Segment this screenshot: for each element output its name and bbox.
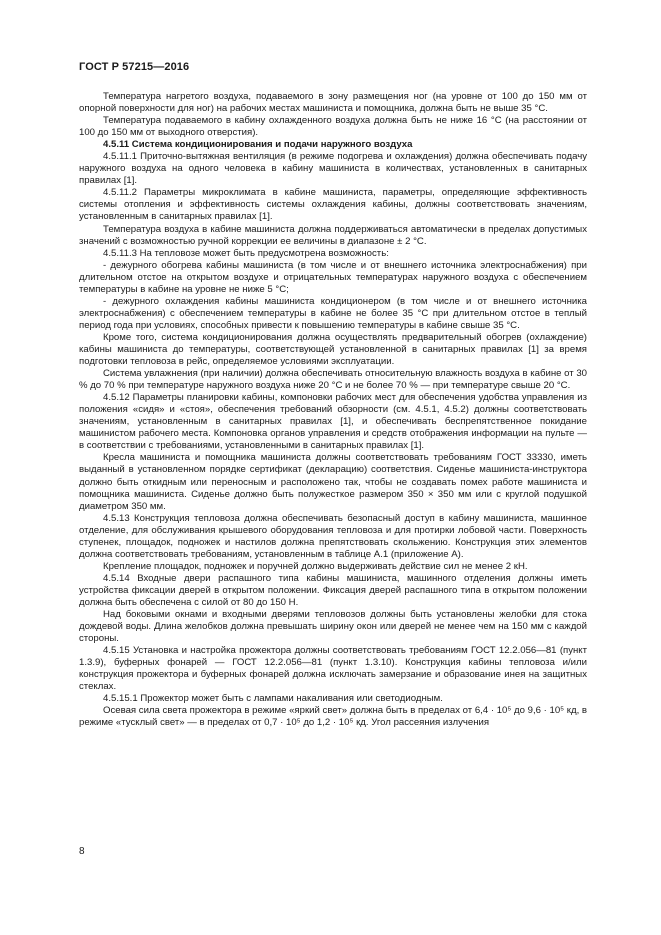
paragraph: 4.5.11.3 На тепловозе может быть предусмотрена возможность: xyxy=(103,247,389,259)
paragraph: 4.5.13 Конструкция тепловоза должна обеспечивать безопасный доступ в кабину машиниста, машинное отделение, для обслуживания крышевого оборудования тепловоза и для протирки лобовой части. Поверхность ступенек, площадок, подножек и настилов должна препятствовать скольжению. Конструкция этих элементов должна соответствовать требованиям, установленным в таблице А.1 (приложение А). xyxy=(79,512,587,560)
paragraph: Температура подаваемого в кабину охлажденного воздуха должна быть не ниже 16 °С (на расстоянии от 100 до 150 мм от выходного отверстия). xyxy=(79,115,587,139)
section-heading: 4.5.11 Система кондиционирования и подачи наружного воздуха xyxy=(103,139,413,151)
page-number: 8 xyxy=(79,846,85,857)
document-body xyxy=(79,91,587,729)
paragraph: Над боковыми окнами и входными дверями тепловозов должны быть установлены желобки для стока дождевой воды. Длина желобков должна превышать ширину окон или дверей не менее чем на 150 мм с каждой стороны. xyxy=(79,609,587,645)
paragraph: 4.5.14 Входные двери распашного типа кабины машиниста, машинного отделения должны иметь устройства фиксации дверей в открытом положении. Фиксация дверей распашного типа в открытом положении должна быть обеспечена с силой от 80 до 150 Н. xyxy=(79,572,587,608)
paragraph: 4.5.12 Параметры планировки кабины, компоновки рабочих мест для обеспечения удобства управления из положения «сидя» и «стоя», обеспечения требований обзорности (см. 4.5.1, 4.5.2) должны соответствовать значениям, установленным в санитарных правилах [1], и обеспечивать беспрепятственное покидание машинистом рабочего места. Компоновка органов управления и средств отображения информации на пульте — в соответствии с требованиями, установленными в санитарных правилах [1]. xyxy=(79,392,587,452)
list-item: - дежурного обогрева кабины машиниста (в том числе и от внешнего источника электроснабжения) при длительном отстое на открытом воздухе и отрицательных температурах наружного воздуха с обеспечением температуры в кабине на уровне не ниже 5 °С; xyxy=(79,259,587,295)
paragraph: Кресла машиниста и помощника машиниста должны соответствовать требованиям ГОСТ 33330, иметь выданный в установленном порядке сертификат (декларацию) соответствия. Сиденье машиниста-инструктора должно быть откидным или переносным и расположено так, чтобы не создавать помех работе машиниста и помощника машиниста. Сиденье должно быть полужесткое размером 350 × 350 мм или с круглой подушкой диаметром 350 мм. xyxy=(79,452,587,512)
list-item: - дежурного охлаждения кабины машиниста кондиционером (в том числе и от внешнего источника электроснабжения) с обеспечением температуры в кабине не более 35 °С при длительном отстое в теплый период года при условиях, способных привести к повышению температуры в кабине свыше 35 °С. xyxy=(79,295,587,331)
paragraph: 4.5.15 Установка и настройка прожектора должны соответствовать требованиям ГОСТ 12.2.056—81 (пункт 1.3.9), буферных фонарей — ГОСТ 12.2.056—81 (пункт 1.3.10). Конструкция кабины тепловоза и/или конструкция прожектора и буферных фонарей должна исключать замерзание и образование инея на защитных стеклах. xyxy=(79,645,587,693)
paragraph: 4.5.11.1 Приточно-вытяжная вентиляция (в режиме подогрева и охлаждения) должна обеспечивать подачу наружного воздуха на одного человека в кабину машиниста в количествах, установленных в санитарных правилах [1]. xyxy=(79,151,587,187)
paragraph: Осевая сила света прожектора в режиме «яркий свет» должна быть в пределах от 6,4 · 10⁵ до 9,6 · 10⁵ кд, в режиме «тусклый свет» — в пределах от 0,7 · 10⁵ до 1,2 · 10⁵ кд. Угол рассеяния излучения xyxy=(79,705,588,729)
paragraph: 4.5.15.1 Прожектор может быть с лампами накаливания или светодиодным. xyxy=(103,693,443,705)
paragraph: 4.5.11.2 Параметры микроклимата в кабине машиниста, параметры, определяющие эффективность системы отопления и эффективность системы охлаждения кабины, должны соответствовать значениям, установленным в санитарных правилах [1]. xyxy=(79,187,587,223)
paragraph: Система увлажнения (при наличии) должна обеспечивать относительную влажность воздуха в кабине от 30 % до 70 % при температуре наружного воздуха ниже 20 °С и не более 70 % — при температуре свыше 20 °С. xyxy=(79,368,587,392)
paragraph: Крепление площадок, подножек и поручней должно выдерживать действие сил не менее 2 кН. xyxy=(103,560,528,572)
document-header: ГОСТ Р 57215—2016 xyxy=(79,61,190,73)
paragraph: Температура нагретого воздуха, подаваемого в зону размещения ног (на уровне от 100 до 150 мм от опорной поверхности для ног) на рабочих местах машиниста и помощника, должна быть не выше 35 °С. xyxy=(79,91,587,115)
paragraph: Кроме того, система кондиционирования должна осуществлять предварительный обогрев (охлаждение) кабины машиниста до температуры, соответствующей установленной в санитарных правилах [1] за время подготовки тепловоза в рейс, определяемое условиями эксплуатации. xyxy=(79,331,587,368)
paragraph: Температура воздуха в кабине машиниста должна поддерживаться автоматически в пределах допустимых значений с возможностью ручной коррекции ее величины в диапазоне ± 2 °С. xyxy=(79,223,587,247)
